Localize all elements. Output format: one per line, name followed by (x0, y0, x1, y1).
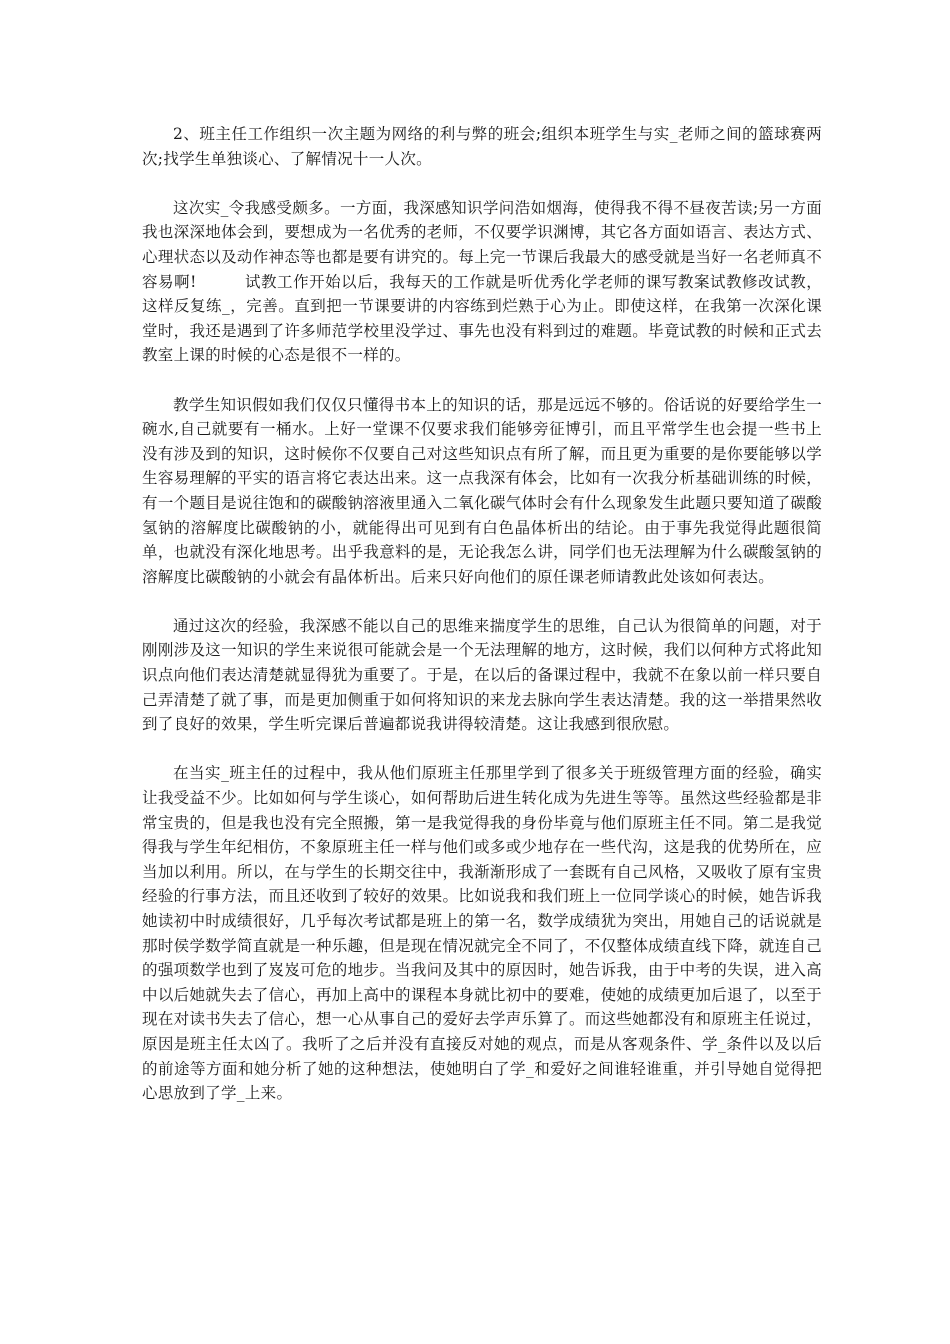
paragraph-class-management: 在当实_班主任的过程中，我从他们原班主任那里学到了很多关于班级管理方面的经验，确实让我受益不少。比如如何与学生谈心，如何帮助后进生转化成为先进生等等。虽然这些经验都是非常宝贵的，但是我也没有完全照搬，第一是我觉得我的身份毕竟与他们原班主任不同。第二是我觉得我与学生年纪相仿，不象原班主任一样与他们或多或少地存在一些代沟，这是我的优势所在，应当加以利用。所以，在与学生的长期交往中，我渐渐形成了一套既有自己风格，又吸收了原有宝贵经验的行事方法，而且还收到了较好的效果。比如说我和我们班上一位同学谈心的时候，她告诉我她读初中时成绩很好，几乎每次考试都是班上的第一名，数学成绩犹为突出，用她自己的话说就是那时侯学数学简直就是一种乐趣，但是现在情况就完全不同了，不仅整体成绩直线下降，就连自己的强项数学也到了岌岌可危的地步。当我问及其中的原因时，她告诉我，由于中考的失误，进入高中以后她就失去了信心，再加上高中的课程本身就比初中的要难，使她的成绩更加后退了，以至于现在对读书失去了信心，想一心从事自己的爱好去学声乐算了。而这些她都没有和原班主任说过，原因是班主任太凶了。我听了之后并没有直接反对她的观点，而是从客观条件、学_条件以及以后的前途等方面和她分析了她的这种想法，使她明白了学_和爱好之间谁轻谁重，并引导她自觉得把心思放到了学_上来。 (142, 764, 822, 1103)
document-body (142, 122, 822, 1130)
paragraph-class-activities: 2、班主任工作组织一次主题为网络的利与弊的班会;组织本班学生与实_老师之间的篮球赛两次;找学生单独谈心、了解情况十一人次。 (142, 125, 822, 168)
paragraph-teaching-feelings: 这次实_令我感受颇多。一方面，我深感知识学问浩如烟海，使得我不得不昼夜苦读;另一方面我也深深地体会到，要想成为一名优秀的老师，不仅要学识渊博，其它各方面如语言、表达方式、心理状态以及动作神态等也都是要有讲究的。每上完一节课后我最大的感受就是当好一名老师真不容易啊! 试教工作开始以后，我每天的工作就是听优秀化学老师的课写教案试教修改试教，这样反复练_，完善。直到把一节课要讲的内容练到烂熟于心为止。即使这样，在我第一次深化课堂时，我还是遇到了许多师范学校里没学过、事先也没有料到过的难题。毕竟试教的时候和正式去教室上课的时候的心态是很不一样的。 (142, 198, 822, 365)
paragraph-experience-lesson: 通过这次的经验，我深感不能以自己的思维来揣度学生的思维，自己认为很简单的问题，对于刚刚涉及这一知识的学生来说很可能就会是一个无法理解的地方，这时候，我们以何种方式将此知识点向他们表达清楚就显得犹为重要了。于是，在以后的备课过程中，我就不在象以前一样只要自己弄清楚了就了事，而是更加侧重于如何将知识的来龙去脉向学生表达清楚。我的这一举措果然收到了良好的效果，学生听完课后普遍都说我讲得较清楚。这让我感到很欣慰。 (142, 616, 822, 734)
paragraph-knowledge-reserve: 教学生知识假如我们仅仅只懂得书本上的知识的话，那是远远不够的。俗话说的好要给学生一碗水,自己就要有一桶水。上好一堂课不仅要求我们能够旁征博引，而且平常学生也会提一些书上没有涉及到的知识，这时候你不仅要自己对这些知识点有所了解，而且更为重要的是你要能够以学生容易理解的平实的语言将它表达出来。这一点我深有体会，比如有一次我分析基础训练的时候，有一个题目是说往饱和的碳酸钠溶液里通入二氧化碳气体时会有什么现象发生此题只要知道了碳酸氢钠的溶解度比碳酸钠的小，就能得出可见到有白色晶体析出的结论。由于事先我觉得此题很简单，也就没有深化地思考。出乎我意料的是，无论我怎么讲，同学们也无法理解为什么碳酸氢钠的溶解度比碳酸钠的小就会有晶体析出。后来只好向他们的原任课老师请教此处该如何表达。 (142, 395, 822, 586)
